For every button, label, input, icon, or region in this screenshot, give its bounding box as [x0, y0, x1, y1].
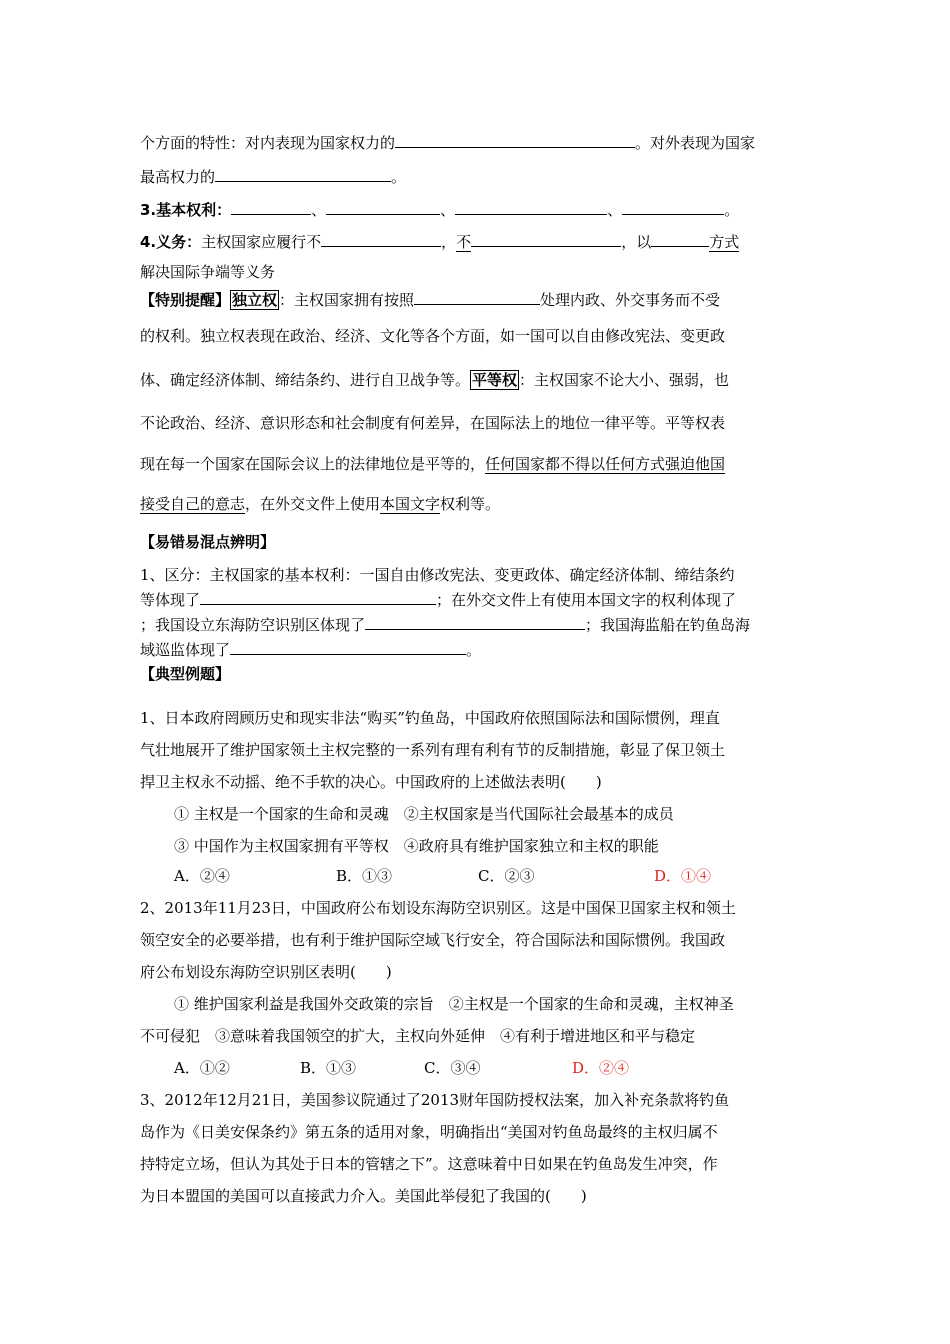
- term-equality: 平等权: [472, 371, 518, 389]
- q1-statements-2: ③ 中国作为主权国家拥有平等权 ④政府具有维护国家独立和主权的职能: [174, 837, 659, 855]
- sec2-line2: 最高权力的 。: [140, 168, 407, 186]
- q1-options: [174, 866, 808, 886]
- reminder-line6: 接受自己的意志，在外交文件上使用本国文字权利等。: [140, 495, 501, 513]
- reminder-line5: 现在每一个国家在国际会议上的法律地位是平等的，任何国家都不得以任何方式强迫他国: [140, 455, 726, 473]
- reminder-line1: 【特别提醒】 独立权 ：主权国家拥有按照 处理内政、外交事务而不受: [140, 291, 721, 309]
- blank[interactable]: [651, 232, 709, 247]
- q2-option-a[interactable]: A．①②: [174, 1059, 230, 1077]
- q1-option-a[interactable]: A．②④: [174, 867, 230, 885]
- confusion-line4: 域巡监体现了 。: [140, 641, 482, 659]
- term-independence: 独立权: [232, 291, 278, 309]
- q2-statements-1: ① 维护国家利益是我国外交政策的宗旨 ②主权是一个国家的生命和灵魂，主权神圣: [174, 995, 734, 1013]
- q2-option-b[interactable]: B．①③: [300, 1059, 357, 1077]
- confusion-line1: 1、区分：主权国家的基本权利：一国自由修改宪法、变更政体、确定经济体制、缔结条约: [140, 566, 735, 584]
- blank[interactable]: [471, 232, 621, 247]
- sec2-line1: 个方面的特性：对内表现为国家权力的 。对外表现为国家: [140, 134, 756, 152]
- sec3-basic-rights: 3.基本权利： 、 、 、 。: [140, 201, 740, 219]
- q2-option-c[interactable]: C．③④: [424, 1059, 481, 1077]
- q3-line2: 岛作为《日美安保条约》第五条的适用对象，明确指出“美国对钓鱼岛最终的主权归属不: [140, 1123, 718, 1141]
- reminder-line3: 体、确定经济体制、缔结条约、进行自卫战争等。 平等权 ：主权国家不论大小、强弱，也: [140, 371, 730, 389]
- blank[interactable]: [230, 640, 466, 655]
- q1-option-c[interactable]: C．②③: [478, 867, 535, 885]
- confusion-line2: 等体现了 ；在外交文件上有使用本国文字的权利体现了: [140, 591, 737, 609]
- q2-options: [174, 1058, 808, 1078]
- blank[interactable]: [326, 200, 440, 215]
- q2-line2: 领空安全的必要举措，也有利于维护国际空域飞行安全，符合国际法和国际惯例。我国政: [140, 931, 726, 949]
- confusion-title: 【易错易混点辨明】: [140, 533, 276, 551]
- reminder-line4: 不论政治、经济、意识形态和社会制度有何差异，在国际法上的地位一律平等。平等权表: [140, 414, 726, 432]
- blank[interactable]: [395, 133, 635, 148]
- blank[interactable]: [321, 232, 441, 247]
- blank[interactable]: [622, 200, 724, 215]
- reminder-title: 【特别提醒】: [140, 291, 231, 309]
- blank[interactable]: [365, 615, 585, 630]
- sec4-line2: 解决国际争端等义务: [140, 263, 276, 281]
- examples-title: 【典型例题】: [140, 665, 231, 683]
- q2-statements-2: 不可侵犯 ③意味着我国领空的扩大，主权向外延伸 ④有利于增进地区和平与稳定: [140, 1027, 696, 1045]
- blank[interactable]: [200, 590, 436, 605]
- reminder-line2: 的权利。独立权表现在政治、经济、文化等各个方面，如一国可以自由修改宪法、变更政: [140, 327, 726, 345]
- blank[interactable]: [455, 200, 607, 215]
- q2-option-d-answer[interactable]: D．②④: [572, 1059, 630, 1077]
- confusion-line3: ；我国设立东海防空识别区体现了 ；我国海监船在钓鱼岛海: [140, 616, 751, 634]
- q2-line1: 2、2013年11月23日，中国政府公布划设东海防空识别区。这是中国保卫国家主权和领土: [140, 899, 736, 917]
- q1-statements-1: ① 主权是一个国家的生命和灵魂 ②主权国家是当代国际社会最基本的成员: [174, 805, 674, 823]
- blank[interactable]: [231, 200, 311, 215]
- blank[interactable]: [414, 290, 540, 305]
- blank[interactable]: [215, 167, 391, 182]
- q1-line3: 捍卫主权永不动摇、绝不手软的决心。中国政府的上述做法表明( ): [140, 773, 602, 791]
- q1-line2: 气壮地展开了维护国家领土主权完整的一系列有理有利有节的反制措施，彰显了保卫领土: [140, 741, 726, 759]
- sec4-obligations: 4.义务：主权国家应履行不 ，不 ，以 方式: [140, 233, 740, 251]
- q3-line4: 为日本盟国的美国可以直接武力介入。美国此举侵犯了我国的( ): [140, 1187, 587, 1205]
- q2-line3: 府公布划设东海防空识别区表明( ): [140, 963, 392, 981]
- q1-option-b[interactable]: B．①③: [336, 867, 393, 885]
- q1-line1: 1、日本政府罔顾历史和现实非法“购买”钓鱼岛，中国政府依照国际法和国际惯例，理直: [140, 709, 720, 727]
- q1-option-d-answer[interactable]: D．①④: [654, 867, 712, 885]
- q3-line1: 3、2012年12月21日，美国参议院通过了2013财年国防授权法案，加入补充条款将钓鱼: [140, 1091, 730, 1109]
- q3-line3: 持特定立场，但认为其处于日本的管辖之下”。这意味着中日如果在钓鱼岛发生冲突，作: [140, 1155, 718, 1173]
